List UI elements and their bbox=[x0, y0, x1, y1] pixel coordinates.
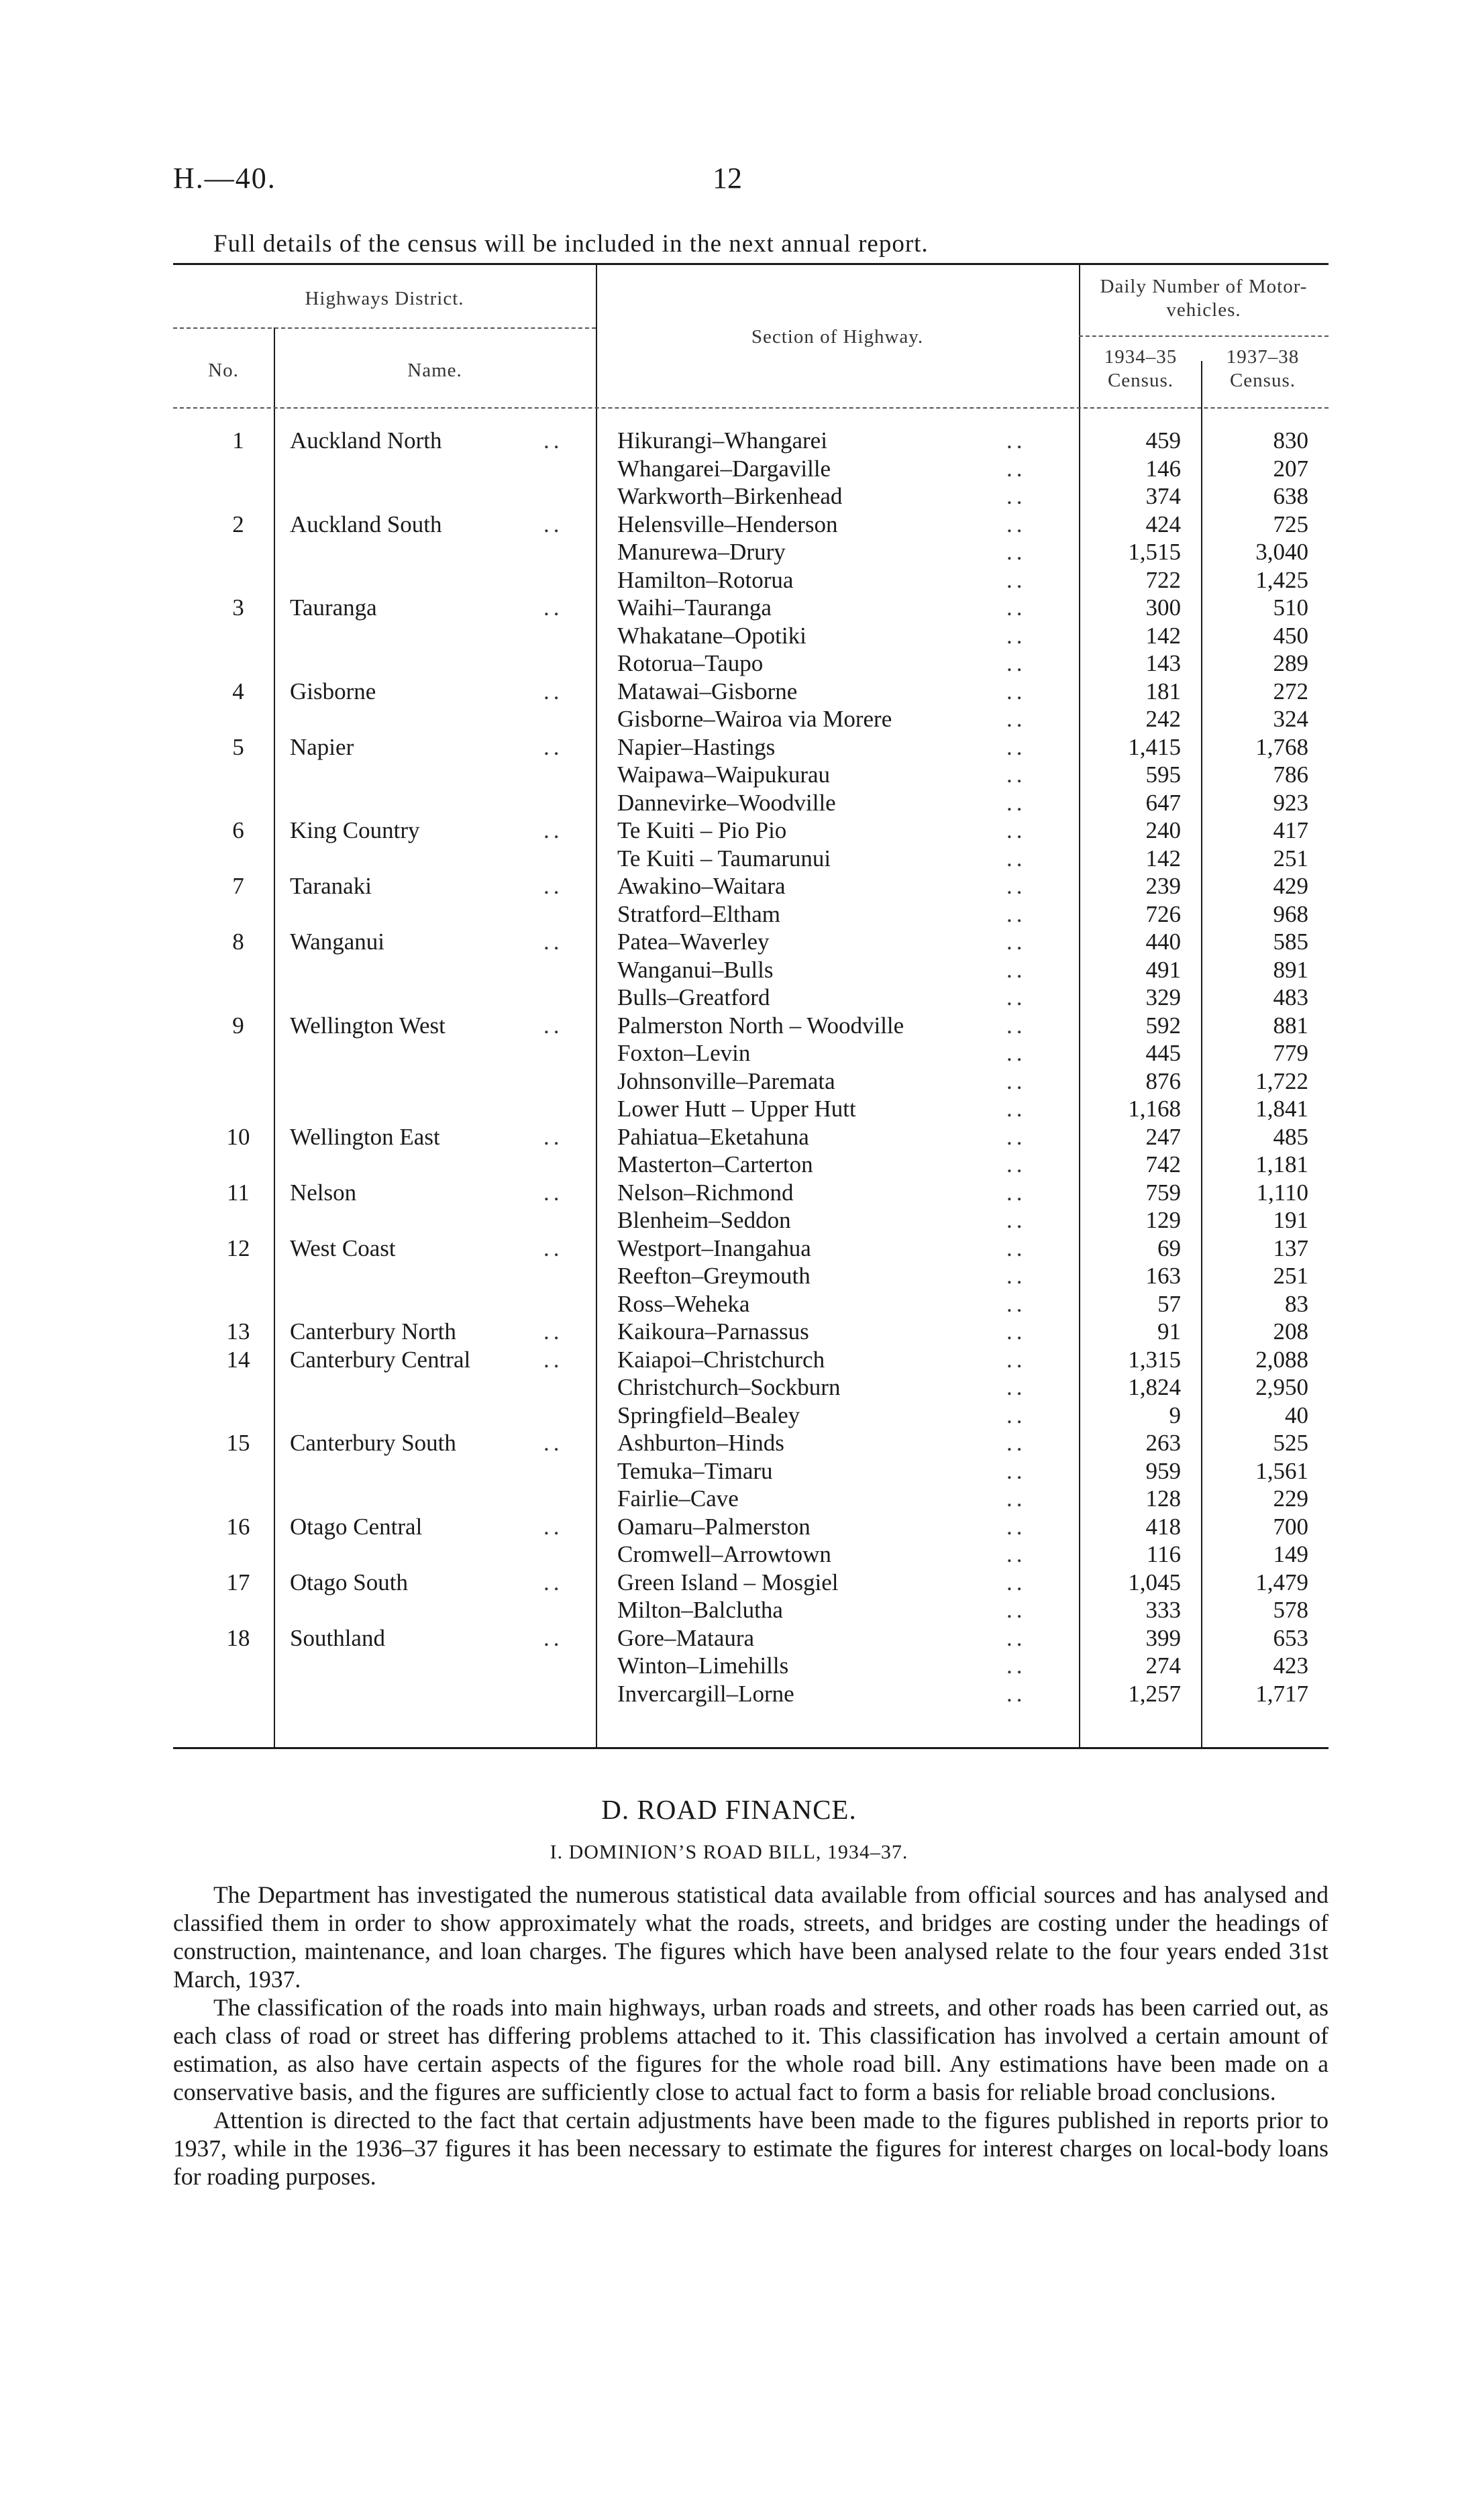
leader-dots: .. bbox=[543, 678, 564, 704]
highway-section: Pahiatua–Eketahuna bbox=[617, 1123, 809, 1150]
census-1934-value: 128 bbox=[1145, 1485, 1181, 1512]
highway-section: Manurewa–Drury bbox=[617, 539, 786, 565]
leader-dots: .. bbox=[543, 1012, 564, 1039]
district-number: 11 bbox=[227, 1179, 250, 1206]
paragraph-3: Attention is directed to the fact that certain adjustments have been made to the figures published in reports prior to 1937, while in the 1936–37 figures it has been necessary to estimate the figures for interest charges on local-body loans for roading purposes. bbox=[173, 2107, 1329, 2190]
highway-section: Reefton–Greymouth bbox=[617, 1263, 811, 1289]
census-1934-value: 146 bbox=[1145, 455, 1181, 482]
leader-dots: .. bbox=[1006, 483, 1027, 509]
header-section: Section of Highway. bbox=[751, 326, 924, 348]
highway-section: Kaiapoi–Christchurch bbox=[617, 1346, 825, 1373]
district-name: Canterbury South bbox=[290, 1430, 456, 1456]
census-1937-value: 700 bbox=[1273, 1513, 1308, 1540]
highway-section: Gore–Mataura bbox=[617, 1624, 755, 1651]
leader-dots: .. bbox=[1006, 427, 1027, 454]
highway-section: Hikurangi–Whangarei bbox=[617, 427, 827, 454]
census-1937-value: 423 bbox=[1273, 1652, 1308, 1679]
census-1937-value: 251 bbox=[1273, 845, 1308, 872]
census-1937-value: 417 bbox=[1273, 817, 1308, 843]
census-1937-value: 324 bbox=[1273, 706, 1308, 732]
census-1934-value: 300 bbox=[1145, 594, 1181, 621]
leader-dots: .. bbox=[1006, 1151, 1027, 1177]
body-text bbox=[173, 1881, 1329, 2191]
census-1934-value: 374 bbox=[1145, 483, 1181, 509]
district-number: 8 bbox=[232, 929, 244, 955]
highway-section: Te Kuiti – Pio Pio bbox=[617, 817, 787, 843]
highway-section: Waipawa–Waipukurau bbox=[617, 762, 831, 788]
census-1937-value: 289 bbox=[1273, 650, 1308, 676]
leader-dots: .. bbox=[1006, 789, 1027, 816]
census-1934-value: 91 bbox=[1157, 1318, 1181, 1345]
leader-dots: .. bbox=[543, 1235, 564, 1261]
district-name: Wellington West bbox=[290, 1012, 446, 1039]
district-name: Southland bbox=[290, 1624, 385, 1651]
census-1934-value: 329 bbox=[1145, 984, 1181, 1010]
district-name: Auckland South bbox=[290, 511, 442, 537]
census-1937-value: 2,088 bbox=[1255, 1346, 1308, 1373]
census-1937-value: 208 bbox=[1273, 1318, 1308, 1345]
header-census-1937: 1937–38 Census. bbox=[1226, 346, 1300, 391]
census-1937-value: 578 bbox=[1273, 1597, 1308, 1623]
district-name: Auckland North bbox=[290, 427, 442, 454]
highway-section: Helensville–Henderson bbox=[617, 511, 838, 537]
highway-section: Temuka–Timaru bbox=[617, 1457, 773, 1484]
leader-dots: .. bbox=[543, 1624, 564, 1651]
census-1934-value: 726 bbox=[1145, 900, 1181, 927]
census-1934-value: 595 bbox=[1145, 762, 1181, 788]
census-1934-value: 1,515 bbox=[1128, 539, 1181, 565]
census-1937-value: 3,040 bbox=[1255, 539, 1308, 565]
leader-dots: .. bbox=[1006, 1541, 1027, 1567]
leader-dots: .. bbox=[1006, 1652, 1027, 1679]
leader-dots: .. bbox=[1006, 1457, 1027, 1484]
district-number: 1 bbox=[232, 427, 244, 454]
highway-section: Green Island – Mosgiel bbox=[617, 1569, 839, 1595]
district-name: West Coast bbox=[290, 1235, 396, 1261]
census-1934-value: 418 bbox=[1145, 1513, 1181, 1540]
leader-dots: .. bbox=[1006, 762, 1027, 788]
district-number: 18 bbox=[226, 1624, 250, 1651]
leader-dots: .. bbox=[543, 1346, 564, 1373]
census-1937-value: 40 bbox=[1285, 1402, 1308, 1428]
divider-district-section bbox=[596, 263, 597, 1747]
highway-section: Westport–Inangahua bbox=[617, 1235, 811, 1261]
census-1934-value: 181 bbox=[1145, 678, 1181, 704]
header-bottom-rule bbox=[173, 407, 1329, 409]
highway-section: Te Kuiti – Taumarunui bbox=[617, 845, 831, 872]
census-1937-value: 83 bbox=[1285, 1290, 1308, 1317]
census-1934-value: 876 bbox=[1145, 1067, 1181, 1094]
census-1934-value: 263 bbox=[1145, 1430, 1181, 1456]
district-number: 17 bbox=[226, 1569, 250, 1595]
header-name: Name. bbox=[407, 360, 462, 381]
highway-section: Foxton–Levin bbox=[617, 1040, 751, 1066]
census-1934-value: 491 bbox=[1145, 956, 1181, 983]
leader-dots: .. bbox=[543, 1430, 564, 1456]
leader-dots: .. bbox=[1006, 1290, 1027, 1317]
highway-section: Springfield–Bealey bbox=[617, 1402, 800, 1428]
leader-dots: .. bbox=[1006, 678, 1027, 704]
leader-dots: .. bbox=[1006, 956, 1027, 983]
table-bottom-rule bbox=[173, 1747, 1329, 1749]
leader-dots: .. bbox=[1006, 1123, 1027, 1150]
district-name: Nelson bbox=[290, 1179, 357, 1206]
leader-dots: .. bbox=[543, 929, 564, 955]
census-1937-value: 137 bbox=[1273, 1235, 1308, 1261]
census-1937-value: 149 bbox=[1273, 1541, 1308, 1567]
highway-section: Fairlie–Cave bbox=[617, 1485, 739, 1512]
leader-dots: .. bbox=[1006, 1012, 1027, 1039]
leader-dots: .. bbox=[543, 1123, 564, 1150]
census-1934-value: 247 bbox=[1145, 1123, 1181, 1150]
highway-section: Ashburton–Hinds bbox=[617, 1430, 784, 1456]
leader-dots: .. bbox=[1006, 1680, 1027, 1707]
highway-section: Whangarei–Dargaville bbox=[617, 455, 831, 482]
leader-dots: .. bbox=[1006, 706, 1027, 732]
district-name: Otago Central bbox=[290, 1513, 423, 1540]
census-1934-value: 440 bbox=[1145, 929, 1181, 955]
census-1937-value: 251 bbox=[1273, 1263, 1308, 1289]
leader-dots: .. bbox=[543, 873, 564, 899]
leader-dots: .. bbox=[1006, 984, 1027, 1010]
district-number: 16 bbox=[226, 1513, 250, 1540]
district-name: Gisborne bbox=[290, 678, 376, 704]
census-1937-value: 429 bbox=[1273, 873, 1308, 899]
leader-dots: .. bbox=[1006, 1207, 1027, 1233]
census-1937-value: 272 bbox=[1273, 678, 1308, 704]
leader-dots: .. bbox=[1006, 733, 1027, 760]
leader-dots: .. bbox=[1006, 1346, 1027, 1373]
leader-dots: .. bbox=[1006, 622, 1027, 649]
section-heading: D. ROAD FINANCE. bbox=[601, 1794, 857, 1825]
highway-section: Masterton–Carterton bbox=[617, 1151, 813, 1177]
census-1937-value: 1,479 bbox=[1255, 1569, 1308, 1595]
census-1934-value: 759 bbox=[1145, 1179, 1181, 1206]
census-1937-value: 207 bbox=[1273, 455, 1308, 482]
highway-section: Matawai–Gisborne bbox=[617, 678, 798, 704]
district-name: Wanganui bbox=[290, 929, 385, 955]
district-number: 9 bbox=[232, 1012, 244, 1039]
leader-dots: .. bbox=[1006, 929, 1027, 955]
leader-dots: .. bbox=[543, 594, 564, 621]
census-1934-value: 143 bbox=[1145, 650, 1181, 676]
highway-section: Bulls–Greatford bbox=[617, 984, 770, 1010]
leader-dots: .. bbox=[543, 733, 564, 760]
leader-dots: .. bbox=[1006, 1402, 1027, 1428]
census-1937-value: 1,181 bbox=[1255, 1151, 1308, 1177]
census-1934-value: 1,045 bbox=[1128, 1569, 1181, 1595]
district-number: 2 bbox=[232, 511, 244, 537]
census-1934-value: 459 bbox=[1145, 427, 1181, 454]
district-name: Canterbury North bbox=[290, 1318, 456, 1345]
census-1934-value: 163 bbox=[1145, 1263, 1181, 1289]
highway-section: Hamilton–Rotorua bbox=[617, 566, 794, 593]
district-name: King Country bbox=[290, 817, 420, 843]
leader-dots: .. bbox=[1006, 1040, 1027, 1066]
district-name: Napier bbox=[290, 733, 354, 760]
divider-census-columns bbox=[1201, 361, 1202, 1747]
leader-dots: .. bbox=[1006, 1624, 1027, 1651]
highway-section: Awakino–Waitara bbox=[617, 873, 786, 899]
leader-dots: .. bbox=[1006, 1597, 1027, 1623]
census-1934-value: 1,168 bbox=[1128, 1096, 1181, 1122]
census-1934-value: 399 bbox=[1145, 1624, 1181, 1651]
census-1934-value: 57 bbox=[1157, 1290, 1181, 1317]
census-1934-value: 142 bbox=[1145, 622, 1181, 649]
leader-dots: .. bbox=[543, 427, 564, 454]
census-1934-value: 240 bbox=[1145, 817, 1181, 843]
header-daily-number: Daily Number of Motor-vehicles. bbox=[1100, 276, 1308, 321]
leader-dots: .. bbox=[1006, 511, 1027, 537]
leader-dots: .. bbox=[1006, 566, 1027, 593]
page-number: 12 bbox=[713, 162, 742, 195]
census-1937-value: 525 bbox=[1273, 1430, 1308, 1456]
census-1937-value: 891 bbox=[1273, 956, 1308, 983]
highway-section: Waihi–Tauranga bbox=[617, 594, 772, 621]
census-1934-value: 69 bbox=[1157, 1235, 1181, 1261]
district-number: 6 bbox=[232, 817, 244, 843]
district-name: Otago South bbox=[290, 1569, 408, 1595]
leader-dots: .. bbox=[543, 511, 564, 537]
census-1937-value: 881 bbox=[1273, 1012, 1308, 1039]
leader-dots: .. bbox=[1006, 1318, 1027, 1345]
census-1937-value: 786 bbox=[1273, 762, 1308, 788]
census-header-rule bbox=[1079, 335, 1329, 337]
census-1934-value: 242 bbox=[1145, 706, 1181, 732]
census-1937-value: 653 bbox=[1273, 1624, 1308, 1651]
census-1934-value: 1,315 bbox=[1128, 1346, 1181, 1373]
census-1934-value: 424 bbox=[1145, 511, 1181, 537]
census-1937-value: 450 bbox=[1273, 622, 1308, 649]
census-1934-value: 1,257 bbox=[1128, 1680, 1181, 1707]
census-1937-value: 923 bbox=[1273, 789, 1308, 816]
district-name: Canterbury Central bbox=[290, 1346, 471, 1373]
census-1934-value: 239 bbox=[1145, 873, 1181, 899]
highway-section: Rotorua–Taupo bbox=[617, 650, 764, 676]
leader-dots: .. bbox=[1006, 1485, 1027, 1512]
district-name: Taranaki bbox=[290, 873, 372, 899]
highway-section: Christchurch–Sockburn bbox=[617, 1374, 841, 1400]
leader-dots: .. bbox=[1006, 900, 1027, 927]
census-1934-value: 129 bbox=[1145, 1207, 1181, 1233]
header-census-1934: 1934–35 Census. bbox=[1104, 346, 1178, 391]
leader-dots: .. bbox=[1006, 845, 1027, 872]
census-1937-value: 229 bbox=[1273, 1485, 1308, 1512]
leader-dots: .. bbox=[1006, 873, 1027, 899]
census-1934-value: 1,415 bbox=[1128, 733, 1181, 760]
census-1937-value: 725 bbox=[1273, 511, 1308, 537]
highway-section: Milton–Balclutha bbox=[617, 1597, 783, 1623]
census-1937-value: 2,950 bbox=[1255, 1374, 1308, 1400]
highway-section: Invercargill–Lorne bbox=[617, 1680, 794, 1707]
district-number: 5 bbox=[232, 733, 244, 760]
census-1937-value: 968 bbox=[1273, 900, 1308, 927]
district-name: Tauranga bbox=[290, 594, 377, 621]
census-1937-value: 779 bbox=[1273, 1040, 1308, 1066]
census-1934-value: 592 bbox=[1145, 1012, 1181, 1039]
table-top-rule bbox=[173, 263, 1329, 265]
highway-section: Ross–Weheka bbox=[617, 1290, 750, 1317]
census-1937-value: 1,425 bbox=[1255, 566, 1308, 593]
census-1934-value: 742 bbox=[1145, 1151, 1181, 1177]
district-number: 3 bbox=[232, 594, 244, 621]
district-number: 15 bbox=[226, 1430, 250, 1456]
census-1937-value: 510 bbox=[1273, 594, 1308, 621]
highway-section: Stratford–Eltham bbox=[617, 900, 781, 927]
header-no: No. bbox=[208, 360, 239, 381]
leader-dots: .. bbox=[543, 1569, 564, 1595]
census-1937-value: 1,768 bbox=[1255, 733, 1308, 760]
paragraph-2: The classification of the roads into main highways, urban roads and streets, and other roads has been carried out, as each class of road or street has differing problems attached to it. This classification has involved a certain amount of estimation, as also have certain aspects of the figures for the whole road bill. Any estimations have been made on a conservative basis, and the figures are sufficiently close to actual fact to form a basis for reliable broad conclusions. bbox=[173, 1994, 1329, 2105]
leader-dots: .. bbox=[1006, 1096, 1027, 1122]
census-1934-value: 959 bbox=[1145, 1457, 1181, 1484]
highway-section: Patea–Waverley bbox=[617, 929, 770, 955]
highway-section: Blenheim–Seddon bbox=[617, 1207, 791, 1233]
leader-dots: .. bbox=[543, 1179, 564, 1206]
header-highways-district: Highways District. bbox=[305, 288, 464, 309]
leader-dots: .. bbox=[1006, 1263, 1027, 1289]
census-1937-value: 1,561 bbox=[1255, 1457, 1308, 1484]
census-1934-value: 274 bbox=[1145, 1652, 1181, 1679]
highway-section: Nelson–Richmond bbox=[617, 1179, 794, 1206]
highway-section: Palmerston North – Woodville bbox=[617, 1012, 904, 1039]
district-number: 4 bbox=[232, 678, 244, 704]
highway-section: Warkworth–Birkenhead bbox=[617, 483, 843, 509]
highway-section: Gisborne–Wairoa via Morere bbox=[617, 706, 892, 732]
highway-section: Lower Hutt – Upper Hutt bbox=[617, 1096, 856, 1122]
census-1937-value: 1,841 bbox=[1255, 1096, 1308, 1122]
leader-dots: .. bbox=[1006, 594, 1027, 621]
highway-section: Cromwell–Arrowtown bbox=[617, 1541, 831, 1567]
highway-section: Dannevirke–Woodville bbox=[617, 789, 836, 816]
census-1937-value: 1,722 bbox=[1255, 1067, 1308, 1094]
report-code: H.—40. bbox=[173, 162, 276, 195]
highway-section: Oamaru–Palmerston bbox=[617, 1513, 811, 1540]
district-number: 14 bbox=[226, 1346, 250, 1373]
leader-dots: .. bbox=[1006, 1513, 1027, 1540]
district-number: 7 bbox=[232, 873, 244, 899]
leader-dots: .. bbox=[1006, 1067, 1027, 1094]
leader-dots: .. bbox=[1006, 817, 1027, 843]
intro-text: Full details of the census will be included in the next annual report. bbox=[213, 230, 929, 258]
census-1934-value: 142 bbox=[1145, 845, 1181, 872]
leader-dots: .. bbox=[1006, 1569, 1027, 1595]
census-1937-value: 191 bbox=[1273, 1207, 1308, 1233]
census-1937-value: 485 bbox=[1273, 1123, 1308, 1150]
district-number: 12 bbox=[226, 1235, 250, 1261]
census-1937-value: 638 bbox=[1273, 483, 1308, 509]
census-1937-value: 483 bbox=[1273, 984, 1308, 1010]
paragraph-1: The Department has investigated the numerous statistical data available from official sources and has analysed and classified them in order to show approximately what the roads, streets, and bridges are costing under the headings of construction, maintenance, and loan charges. The figures which have been analysed relate to the four years ended 31st March, 1937. bbox=[173, 1881, 1329, 1993]
census-1934-value: 647 bbox=[1145, 789, 1181, 816]
highway-section: Johnsonville–Paremata bbox=[617, 1067, 835, 1094]
census-1934-value: 1,824 bbox=[1128, 1374, 1181, 1400]
leader-dots: .. bbox=[1006, 539, 1027, 565]
subheading: I. DOMINION’S ROAD BILL, 1934–37. bbox=[550, 1841, 908, 1863]
leader-dots: .. bbox=[543, 1513, 564, 1540]
district-name: Wellington East bbox=[290, 1123, 440, 1150]
highway-section: Wanganui–Bulls bbox=[617, 956, 774, 983]
highway-section: Kaikoura–Parnassus bbox=[617, 1318, 809, 1345]
leader-dots: .. bbox=[543, 817, 564, 843]
leader-dots: .. bbox=[1006, 1179, 1027, 1206]
census-1934-value: 445 bbox=[1145, 1040, 1181, 1066]
leader-dots: .. bbox=[1006, 455, 1027, 482]
leader-dots: .. bbox=[1006, 1235, 1027, 1261]
census-1934-value: 116 bbox=[1146, 1541, 1181, 1567]
district-header-rule bbox=[173, 327, 596, 329]
leader-dots: .. bbox=[543, 1318, 564, 1345]
census-1934-value: 722 bbox=[1145, 566, 1181, 593]
highway-section: Whakatane–Opotiki bbox=[617, 622, 806, 649]
highway-section: Napier–Hastings bbox=[617, 733, 776, 760]
census-1937-value: 1,717 bbox=[1255, 1680, 1308, 1707]
highway-section: Winton–Limehills bbox=[617, 1652, 789, 1679]
leader-dots: .. bbox=[1006, 650, 1027, 676]
leader-dots: .. bbox=[1006, 1430, 1027, 1456]
census-1937-value: 1,110 bbox=[1256, 1179, 1308, 1206]
census-1934-value: 9 bbox=[1169, 1402, 1181, 1428]
census-1937-value: 830 bbox=[1273, 427, 1308, 454]
district-number: 13 bbox=[226, 1318, 250, 1345]
district-number: 10 bbox=[226, 1123, 250, 1150]
census-1934-value: 333 bbox=[1145, 1597, 1181, 1623]
census-1937-value: 585 bbox=[1273, 929, 1308, 955]
leader-dots: .. bbox=[1006, 1374, 1027, 1400]
